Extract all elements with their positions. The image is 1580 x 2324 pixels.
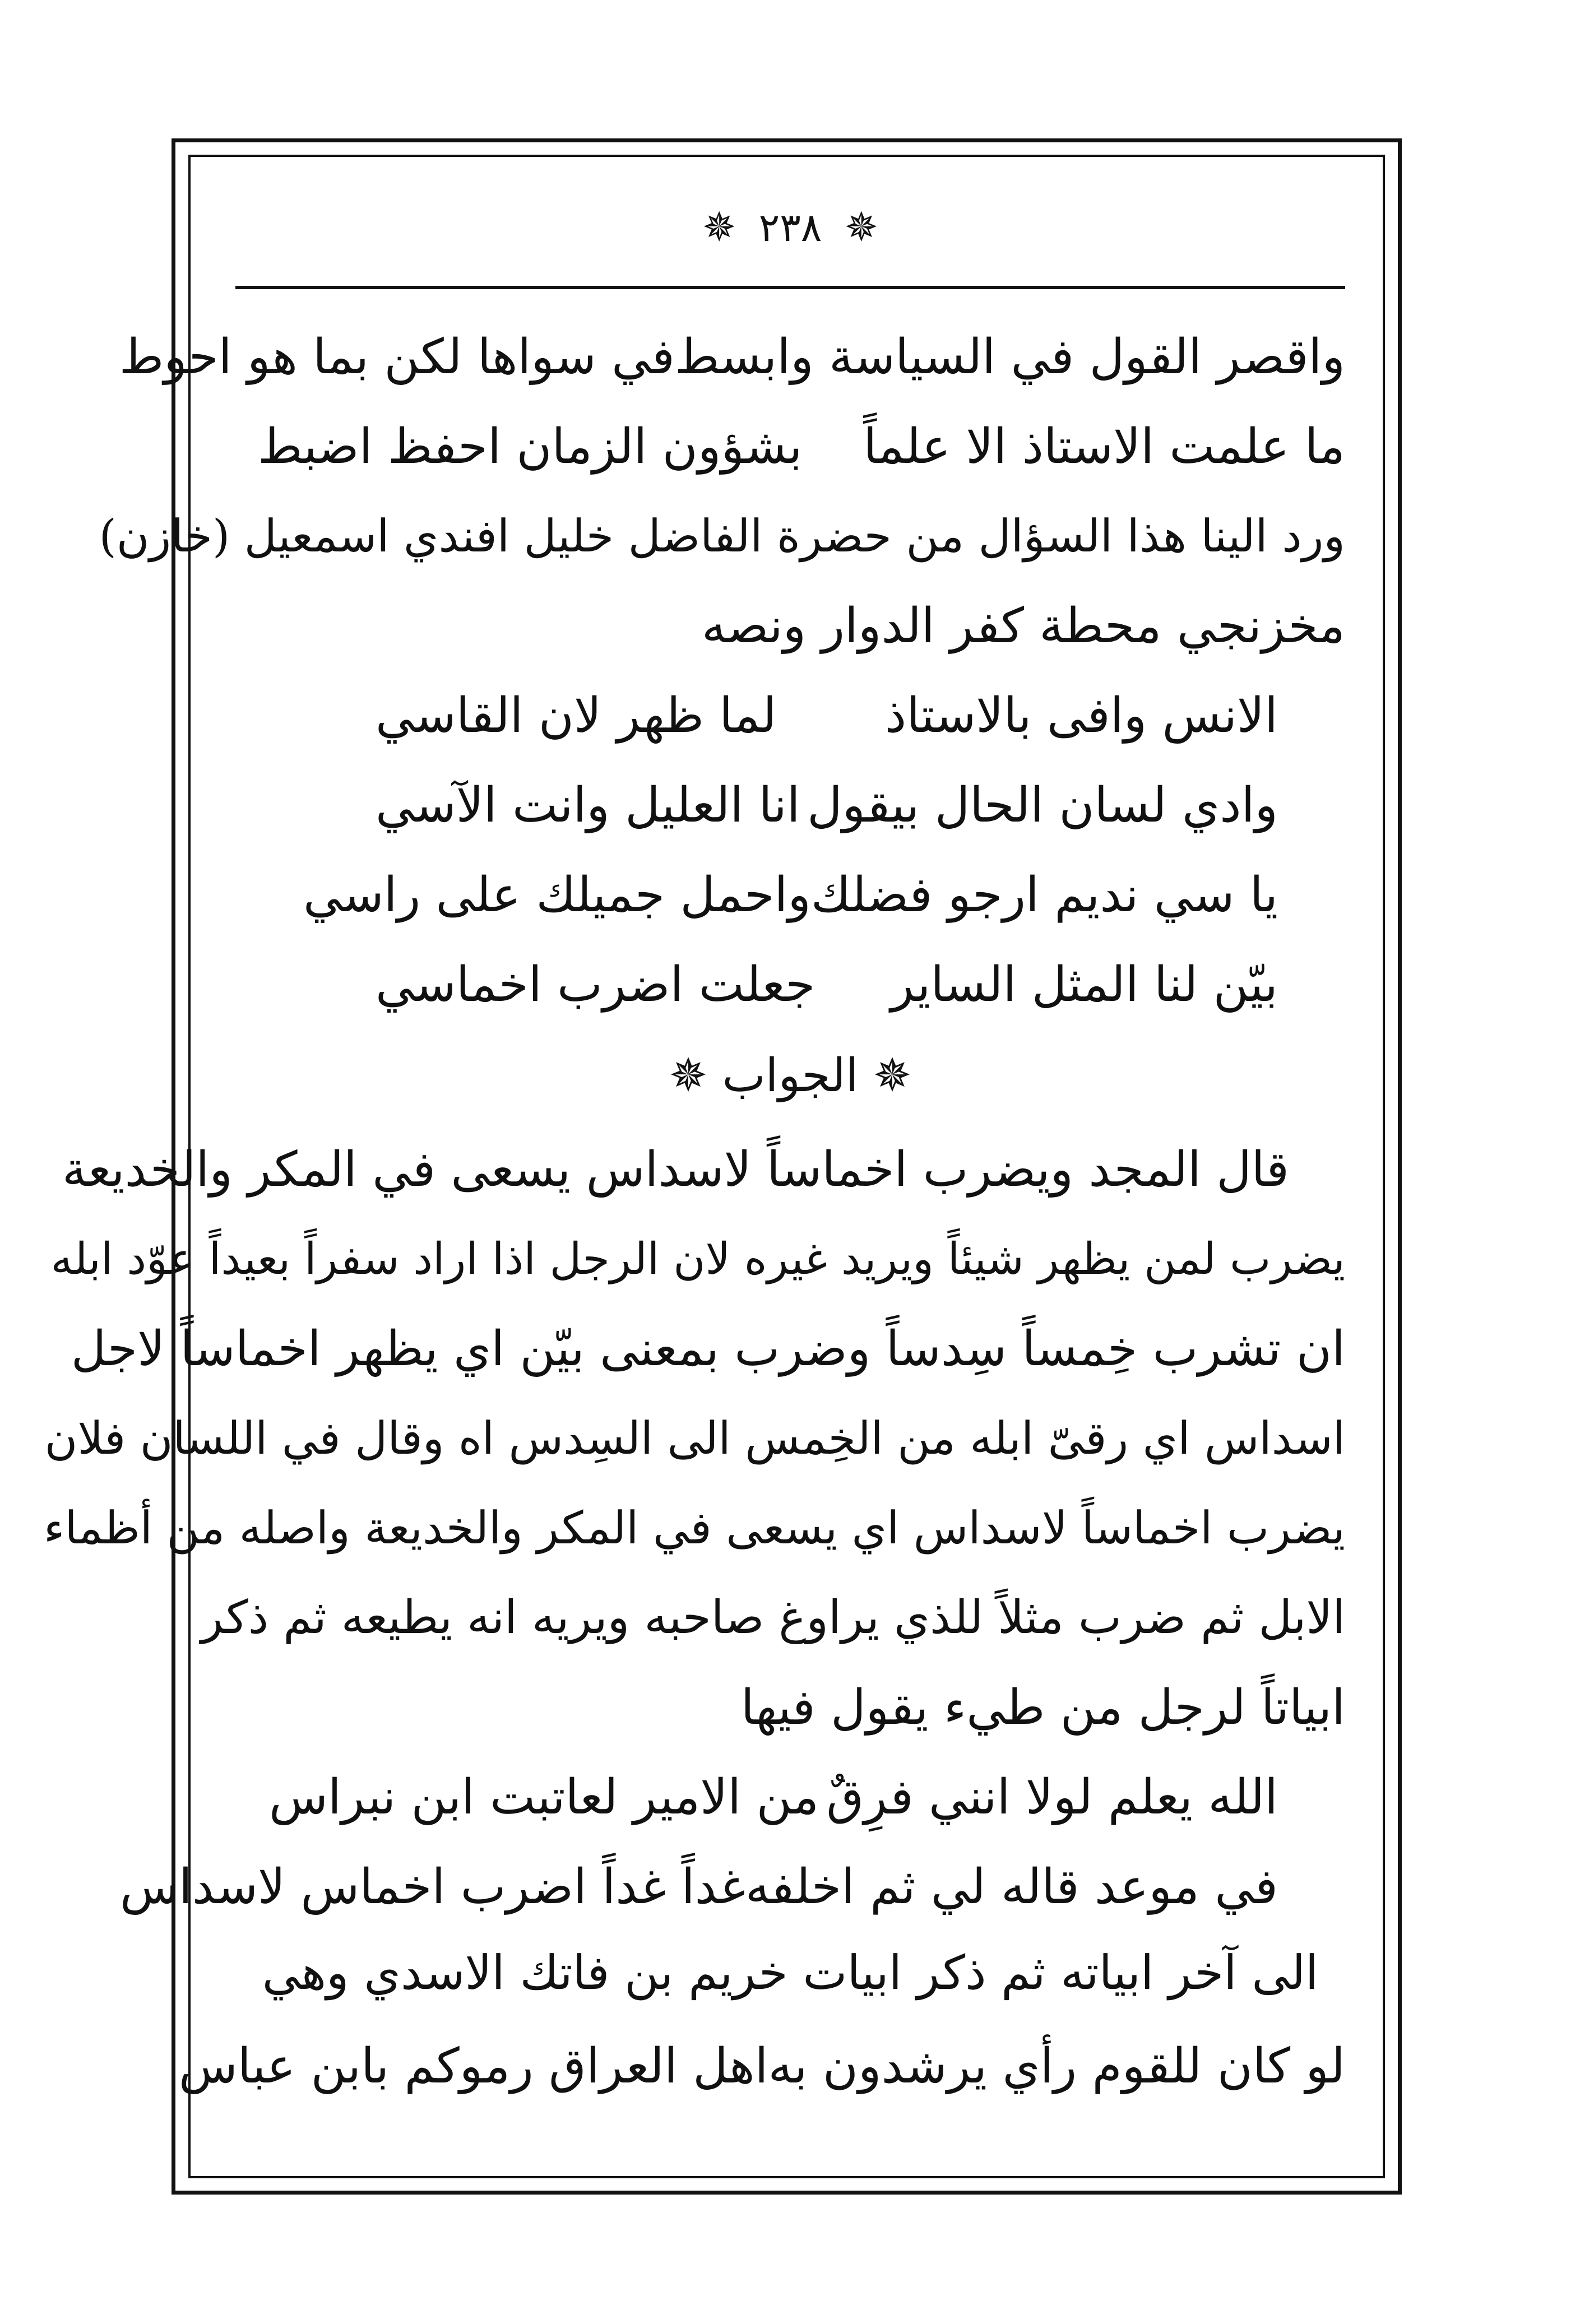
- hemistich-left: من الامير لعاتبت ابن نبراس: [269, 1769, 819, 1825]
- verse-line: [119, 1844, 1278, 1930]
- hemistich-left: غداً غداً اضرب اخماس لاسداس: [119, 1859, 745, 1915]
- ornament-icon: ✵: [702, 203, 736, 251]
- hemistich-right: في موعد قاله لي ثم اخلفه: [745, 1859, 1278, 1915]
- text-line: ورد الينا هذا السؤال من حضرة الفاضل خليل افندي اسمعيل (خازن): [99, 510, 1345, 562]
- ornament-icon: ✵: [669, 1049, 708, 1102]
- answer-title: الجواب: [722, 1049, 859, 1102]
- hemistich-right: ما علمت الاستاذ الا علماً: [863, 419, 1345, 475]
- hemistich-right: واقصر القول في السياسة وابسط: [674, 329, 1345, 385]
- hemistich-right: يا سي نديم ارجو فضلك: [810, 867, 1278, 923]
- text-line: ابياتاً لرجل من طيء يقول فيها: [740, 1680, 1345, 1736]
- ornament-icon: ✵: [873, 1049, 912, 1102]
- hemistich-right: وادي لسان الحال بيقول: [807, 777, 1278, 833]
- answer-heading: [235, 1037, 1345, 1115]
- hemistich-right: الله يعلم لولا انني فرِقٌ: [826, 1769, 1278, 1825]
- text-line: الى آخر ابياته ثم ذكر ابيات خريم بن فاتك الاسدي وهي: [262, 1945, 1319, 2000]
- verse-line: [303, 852, 1278, 938]
- verse-line: [119, 314, 1345, 400]
- text-line: اسداس اي رقىّ ابله من الخِمس الى السِدس اه وقال في اللسان فلان: [44, 1412, 1345, 1464]
- verse-line: [178, 2023, 1345, 2109]
- hemistich-left: في سواها لكن بما هو احوط: [119, 329, 675, 385]
- verse-line: [376, 672, 1278, 759]
- hemistich-left: انا العليل وانت الآسي: [376, 777, 800, 833]
- hemistich-right: بيّن لنا المثل الساير: [890, 957, 1278, 1013]
- text-line: يضرب اخماساً لاسداس اي يسعى في المكر والخديعة واصله من أظماء: [43, 1502, 1345, 1554]
- text-line: مخزنجي محطة كفر الدوار ونصه: [702, 598, 1345, 654]
- text-line: قال المجد ويضرب اخماساً لاسداس يسعى في المكر والخديعة: [62, 1142, 1289, 1198]
- hemistich-right: الانس وافى بالاستاذ: [884, 688, 1278, 744]
- verse-line: [376, 762, 1278, 848]
- text-line: الابل ثم ضرب مثلاً للذي يراوغ صاحبه ويريه انه يطيعه ثم ذكر: [201, 1591, 1345, 1644]
- text-line: يضرب لمن يظهر شيئاً ويريد غيره لان الرجل اذا اراد سفراً بعيداً عوّد ابله: [50, 1234, 1345, 1284]
- verse-line: [376, 941, 1278, 1028]
- verse-line: [258, 403, 1345, 490]
- text-line: ان تشرب خِمساً سِدساً وضرب بمعنى بيّن اي يظهر اخماساً لاجل: [71, 1321, 1345, 1377]
- hemistich-left: بشؤون الزمان احفظ اضبط: [258, 419, 803, 475]
- verse-line: [269, 1754, 1278, 1840]
- hemistich-left: اهل العراق رموكم بابن عباس: [178, 2038, 768, 2094]
- header-rule: [235, 286, 1345, 289]
- hemistich-left: لما ظهر لان القاسي: [376, 688, 777, 744]
- ornament-icon: ✵: [844, 203, 878, 251]
- hemistich-left: جعلت اضرب اخماسي: [376, 957, 816, 1013]
- hemistich-right: لو كان للقوم رأي يرشدون به: [768, 2038, 1345, 2094]
- hemistich-left: واحمل جميلك على راسي: [303, 867, 811, 923]
- page-number: ٢٣٨: [758, 205, 822, 251]
- page-header: [235, 196, 1345, 258]
